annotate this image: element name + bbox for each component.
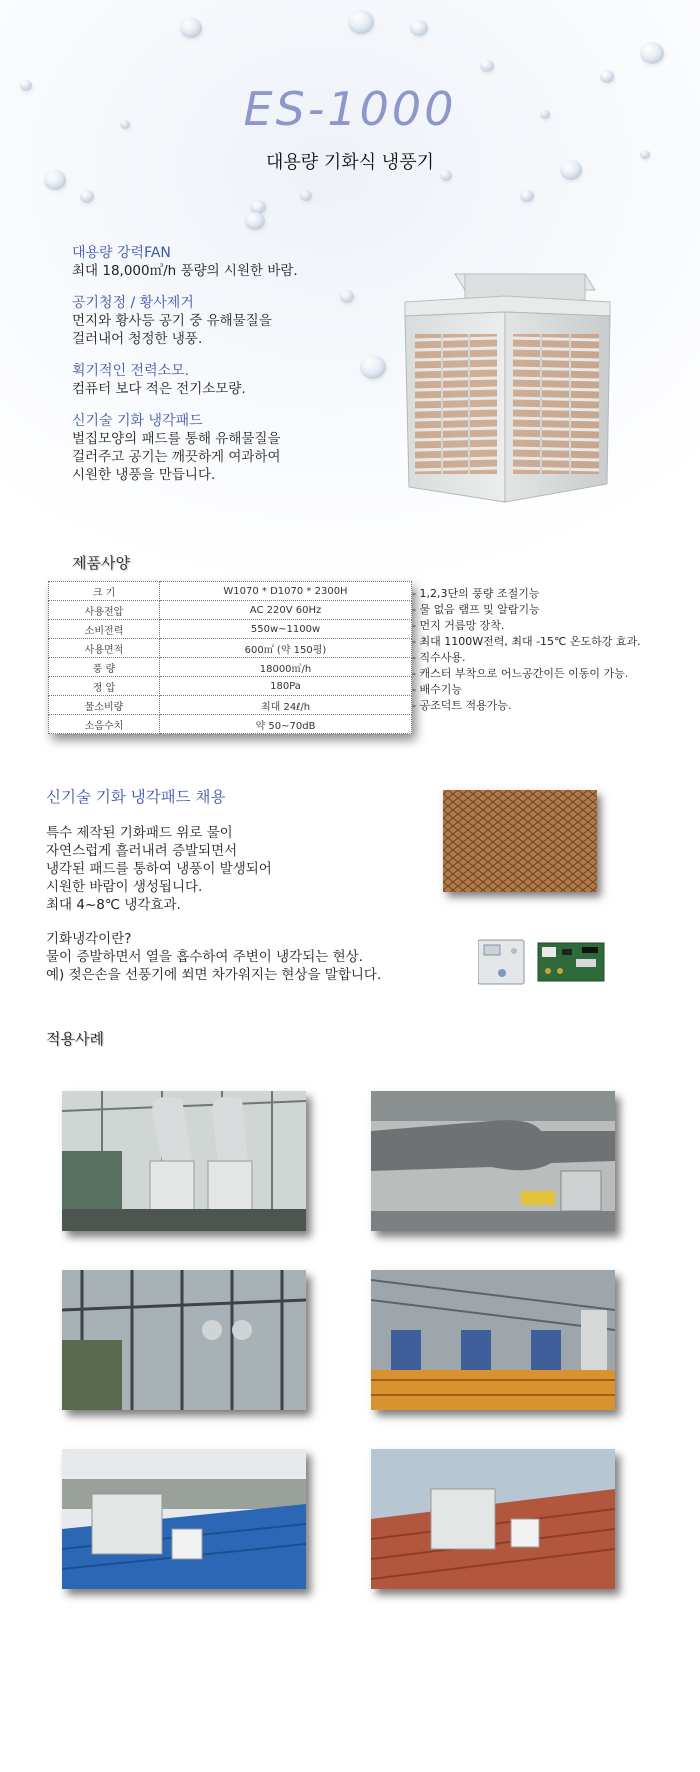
cases-heading: 적용사례 [46,1030,104,1048]
spec-note: - 공조덕트 적용가능. [412,699,512,712]
product-subtitle: 대용량 기화식 냉풍기 [266,152,434,173]
spec-note: - 1,2,3단의 풍량 조절기능 [412,587,540,600]
spec-key: 사용전압 [49,601,160,620]
spec-note: - 배수기능 [412,683,462,696]
case-photo-industrial-hall [371,1270,615,1410]
spec-key: 풍 량 [49,658,160,677]
feature-text: 컴퓨터 보다 적은 전기소모량. [72,381,246,397]
table-row [49,601,412,620]
spec-value: 600㎡ (약 150평) [160,639,412,658]
feature-heading: 공기청정 / 황사제거 [72,295,194,311]
spec-value: AC 220V 60Hz [160,601,412,620]
feature-text: 시원한 냉풍을 만듭니다. [72,467,216,483]
feature-item [72,294,382,348]
spec-heading: 제품사양 [72,554,130,572]
spec-key: 물소비량 [49,696,160,715]
note-line: 물이 증발하면서 열을 흡수하여 주변이 냉각되는 현상. [46,949,363,965]
spec-value: 180Pa [160,677,412,696]
pad-line: 최대 4~8℃ 냉각효과. [46,897,181,913]
controller-images [478,939,606,985]
spec-notes [412,586,697,714]
pad-description [46,824,426,914]
feature-text: 최대 18,000㎥/h 풍량의 시원한 바람. [72,263,298,279]
table-row [49,620,412,639]
spec-key: 소음수치 [49,715,160,734]
feature-heading: 대용량 강력FAN [72,245,171,261]
spec-value: 18000㎥/h [160,658,412,677]
pad-line: 시원한 바람이 생성됩니다. [46,879,203,895]
spec-table [48,581,412,734]
spec-note: - 물 없음 램프 및 알람기능 [412,603,540,616]
feature-heading: 획기적인 전력소모. [72,363,190,379]
pad-line: 자연스럽게 흘러내려 증발되면서 [46,843,238,859]
feature-list [72,244,382,498]
feature-text: 걸러내어 청정한 냉풍. [72,331,203,347]
case-photo-blue-roof [62,1449,306,1589]
note-line: 기화냉각이란? [46,931,132,947]
note-line: 예) 젖은손을 선풍기에 쐬면 차가워지는 현상을 말합니다. [46,967,382,983]
air-cooler-image [385,272,620,507]
pad-line: 특수 제작된 기화패드 위로 물이 [46,825,233,841]
product-title: ES-1000 [243,82,457,136]
spec-table-wrapper [48,581,412,734]
table-row [49,639,412,658]
case-photo-glass-building [62,1270,306,1410]
spec-key: 소비전력 [49,620,160,639]
feature-heading: 신기술 기화 냉각패드 [72,413,203,429]
feature-text: 걸러주고 공기는 깨끗하게 여과하여 [72,449,281,465]
table-row [49,715,412,734]
spec-note: - 최대 1100W전력, 최대 -15℃ 온도하강 효과. [412,635,641,648]
spec-key: 크 기 [49,582,160,601]
table-row [49,696,412,715]
case-photo-greenhouse [62,1091,306,1231]
spec-value: W1070 * D1070 * 2300H [160,582,412,601]
spec-note: - 캐스터 부착으로 어느공간이든 이동이 가능. [412,667,629,680]
cooling-pad-image [443,790,597,892]
table-row [49,582,412,601]
spec-note: - 직수사용. [412,651,466,664]
case-photo-factory-duct [371,1091,615,1231]
spec-value: 최대 24ℓ/h [160,696,412,715]
spec-value: 550w~1100w [160,620,412,639]
feature-item [72,362,382,398]
table-row [49,658,412,677]
pad-line: 냉각된 패드를 통하여 냉풍이 발생되어 [46,861,272,877]
feature-text: 먼지와 황사등 공기 중 유해물질을 [72,313,272,329]
case-photo-red-roof [371,1449,615,1589]
table-row [49,677,412,696]
spec-value: 약 50~70dB [160,715,412,734]
feature-item [72,244,382,280]
pad-heading: 신기술 기화 냉각패드 채용 [46,788,226,806]
spec-key: 정 압 [49,677,160,696]
feature-text: 벌집모양의 패드를 통해 유해물질을 [72,431,281,447]
spec-note: - 먼지 거름망 장착. [412,619,505,632]
spec-key: 사용면적 [49,639,160,658]
feature-item [72,412,382,484]
evaporative-cooling-note [46,930,446,984]
